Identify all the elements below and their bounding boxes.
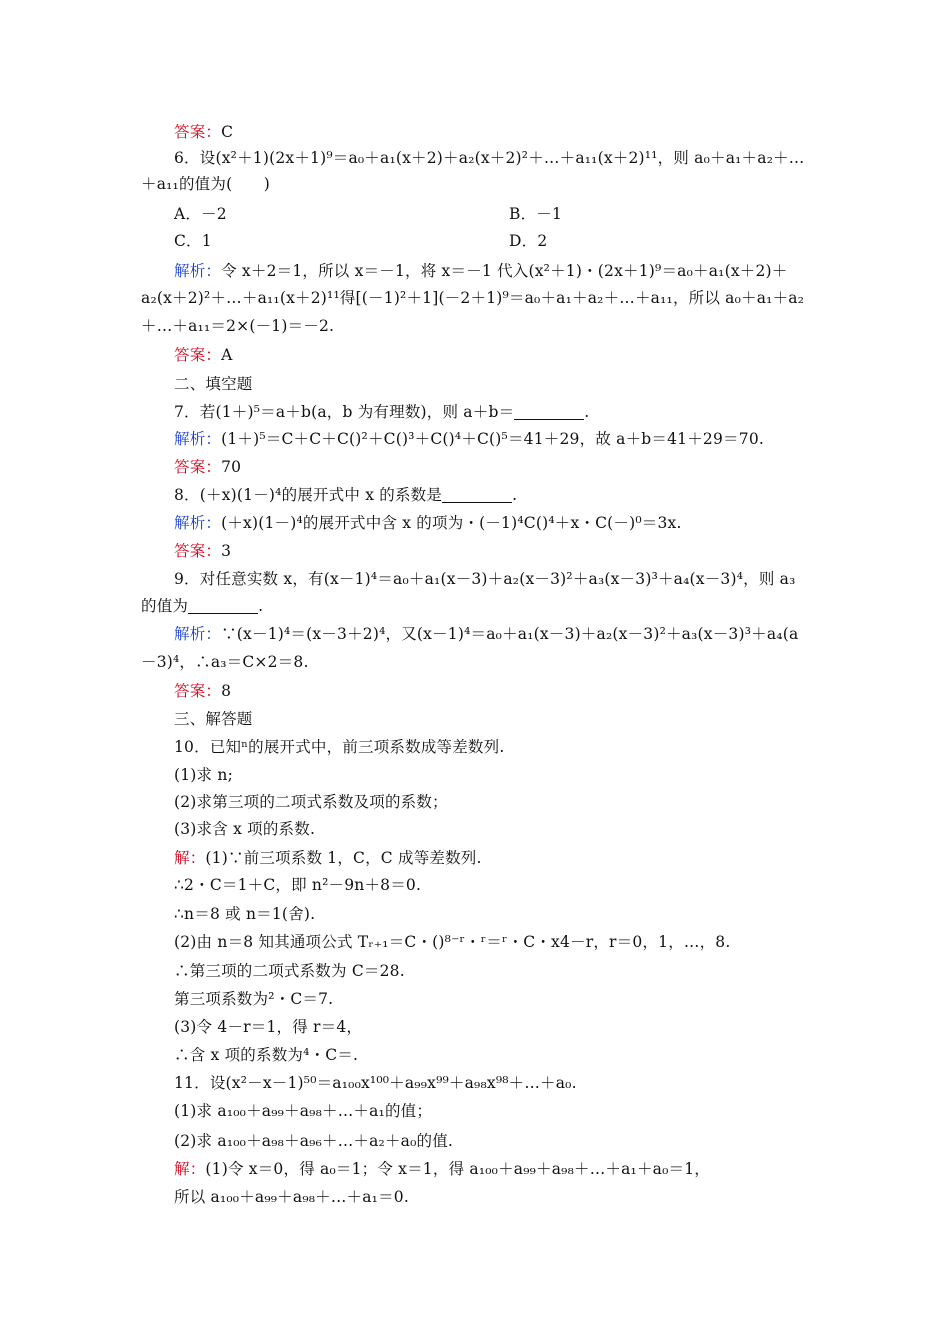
- line-text: ＋…＋a₁₁＝2×(－1)＝－2.: [141, 317, 335, 335]
- line-text: 11．设(x²－x－1)⁵⁰＝a₁₀₀x¹⁰⁰＋a₉₉x⁹⁹＋a₉₈x⁹⁸＋…＋a₀.: [174, 1074, 577, 1092]
- text-line: [174, 120, 813, 144]
- line-text: ＋a₁₁的值为( ): [141, 175, 270, 193]
- line-text: 3: [221, 542, 232, 560]
- text-line: [174, 1015, 813, 1039]
- text-line: [174, 343, 813, 367]
- line-text: 9．对任意实数 x，有(x－1)⁴＝a₀＋a₁(x－3)＋a₂(x－3)²＋a₃(x－3)³＋a₄(x－3)⁴，则 a₃: [174, 570, 796, 588]
- line-text: (2)求 a₁₀₀＋a₉₈＋a₉₆＋…＋a₂＋a₀的值.: [174, 1132, 454, 1150]
- line-text: (＋x)(1－)⁴的展开式中含 x 的项为・(－1)⁴C()⁴＋x・C(－)⁰＝3x.: [221, 514, 682, 532]
- text-line: [174, 817, 813, 841]
- line-text: (1)∵前三项系数 1，C，C 成等差数列.: [205, 849, 482, 867]
- line-text: 7．若(1＋)⁵＝a＋b(a，b 为有理数)，则 a＋b＝: [174, 403, 515, 421]
- line-text: 6．设(x²＋1)(2x＋1)⁹＝a₀＋a₁(x＋2)＋a₂(x＋2)²＋…＋a₁₁(x＋2)¹¹，则 a₀＋a₁＋a₂＋…: [174, 149, 805, 167]
- text-line: [174, 511, 813, 535]
- line-text: －3)⁴，∴a₃＝C×2＝8.: [141, 653, 309, 671]
- solution-label: 解：: [174, 849, 206, 867]
- answer-label: 答案：: [174, 346, 222, 364]
- option-right: D．2: [509, 232, 548, 250]
- text-line: [174, 427, 813, 451]
- line-text: (3)求含 x 项的系数.: [174, 820, 316, 838]
- line-text: A: [221, 346, 233, 364]
- text-line: [174, 372, 813, 396]
- answer-blank: [188, 596, 258, 614]
- text-line: [174, 1185, 813, 1209]
- text-line: [141, 594, 813, 618]
- text-line: [174, 146, 813, 170]
- answer-label: 答案：: [174, 123, 222, 141]
- text-line: [141, 650, 813, 674]
- line-text: a₂(x＋2)²＋…＋a₁₁(x＋2)¹¹得[(－1)²＋1](－2＋1)⁹＝a₀＋a₁＋a₂＋…＋a₁₁，所以 a₀＋a₁＋a₂: [141, 289, 805, 307]
- text-line: [174, 959, 813, 983]
- text-line: [174, 930, 813, 954]
- text-line: [174, 455, 813, 479]
- line-text: A．－2: [174, 205, 227, 223]
- text-line: [174, 1157, 813, 1181]
- line-text: (2)求第三项的二项式系数及项的系数；: [174, 793, 448, 811]
- line-text: (2)由 n＝8 知其通项公式 Tᵣ₊₁＝C・()⁸⁻ʳ・ʳ＝ʳ・C・x4－r，r＝0，1，…，8.: [174, 933, 731, 951]
- text-line: [174, 567, 813, 591]
- line-text: 8．(＋x)(1－)⁴的展开式中 x 的系数是: [174, 486, 443, 504]
- text-line: [174, 1129, 813, 1153]
- text-line: [174, 539, 813, 563]
- trailing-punctuation: .: [584, 403, 590, 421]
- line-text: 三、解答题: [174, 710, 253, 728]
- option-right: B．－1: [509, 205, 563, 223]
- answer-label: 答案：: [174, 682, 222, 700]
- line-text: 8: [221, 682, 232, 700]
- text-line: [141, 286, 813, 310]
- text-line: [174, 987, 813, 1011]
- line-text: (1＋)⁵＝C＋C＋C()²＋C()³＋C()⁴＋C()⁵＝41＋29，故 a＋b＝41＋29＝70.: [221, 430, 765, 448]
- text-line: [174, 202, 813, 226]
- text-line: [174, 259, 813, 283]
- text-line: [174, 707, 813, 731]
- line-text: C: [221, 123, 234, 141]
- solution-label: 解：: [174, 1160, 206, 1178]
- text-line: [141, 172, 813, 196]
- line-text: (3)令 4－r＝1，得 r＝4，: [174, 1018, 363, 1036]
- text-line: [174, 1043, 813, 1067]
- analysis-label: 解析：: [174, 514, 222, 532]
- analysis-label: 解析：: [174, 262, 222, 280]
- text-line: [174, 790, 813, 814]
- line-text: 所以 a₁₀₀＋a₉₉＋a₉₈＋…＋a₁＝0.: [174, 1188, 409, 1206]
- text-line: [174, 400, 813, 424]
- line-text: (1)求 a₁₀₀＋a₉₉＋a₉₈＋…＋a₁的值；: [174, 1102, 433, 1120]
- text-line: [174, 483, 813, 507]
- line-text: 的值为: [141, 597, 189, 615]
- text-line: [174, 846, 813, 870]
- line-text: 70: [221, 458, 242, 476]
- answer-blank: [442, 485, 512, 503]
- text-line: [174, 873, 813, 897]
- line-text: ∴2・C＝1＋C，即 n²－9n＋8＝0.: [174, 876, 422, 894]
- text-line: [174, 735, 813, 759]
- text-line: [141, 314, 813, 338]
- line-text: 二、填空题: [174, 375, 253, 393]
- text-line: [174, 1071, 813, 1095]
- text-line: [174, 679, 813, 703]
- text-line: [174, 1099, 813, 1123]
- line-text: 第三项系数为²・C＝7.: [174, 990, 334, 1008]
- line-text: 令 x＋2＝1，所以 x＝－1，将 x＝－1 代入(x²＋1)・(2x＋1)⁹＝a₀＋a₁(x＋2)＋: [221, 262, 788, 280]
- trailing-punctuation: .: [258, 597, 264, 615]
- line-text: C．1: [174, 232, 212, 250]
- answer-blank: [514, 402, 584, 420]
- analysis-label: 解析：: [174, 625, 222, 643]
- line-text: (1)求 n;: [174, 766, 233, 784]
- line-text: ∴含 x 项的系数为⁴・C＝.: [174, 1046, 359, 1064]
- trailing-punctuation: .: [512, 486, 518, 504]
- line-text: ∴n＝8 或 n＝1(舍).: [174, 905, 316, 923]
- line-text: 10．已知ⁿ的展开式中，前三项系数成等差数列.: [174, 738, 505, 756]
- analysis-label: 解析：: [174, 430, 222, 448]
- line-text: (1)令 x＝0，得 a₀＝1；令 x＝1，得 a₁₀₀＋a₉₉＋a₉₈＋…＋a₁＋a₀＝1，: [205, 1160, 710, 1178]
- text-line: [174, 763, 813, 787]
- answer-label: 答案：: [174, 542, 222, 560]
- text-line: [174, 902, 813, 926]
- text-line: [174, 622, 813, 646]
- answer-label: 答案：: [174, 458, 222, 476]
- text-line: [174, 229, 813, 253]
- line-text: ∵(x－1)⁴＝(x－3＋2)⁴，又(x－1)⁴＝a₀＋a₁(x－3)＋a₂(x－3)²＋a₃(x－3)³＋a₄(a: [221, 625, 799, 643]
- line-text: ∴第三项的二项式系数为 C＝28.: [174, 962, 405, 980]
